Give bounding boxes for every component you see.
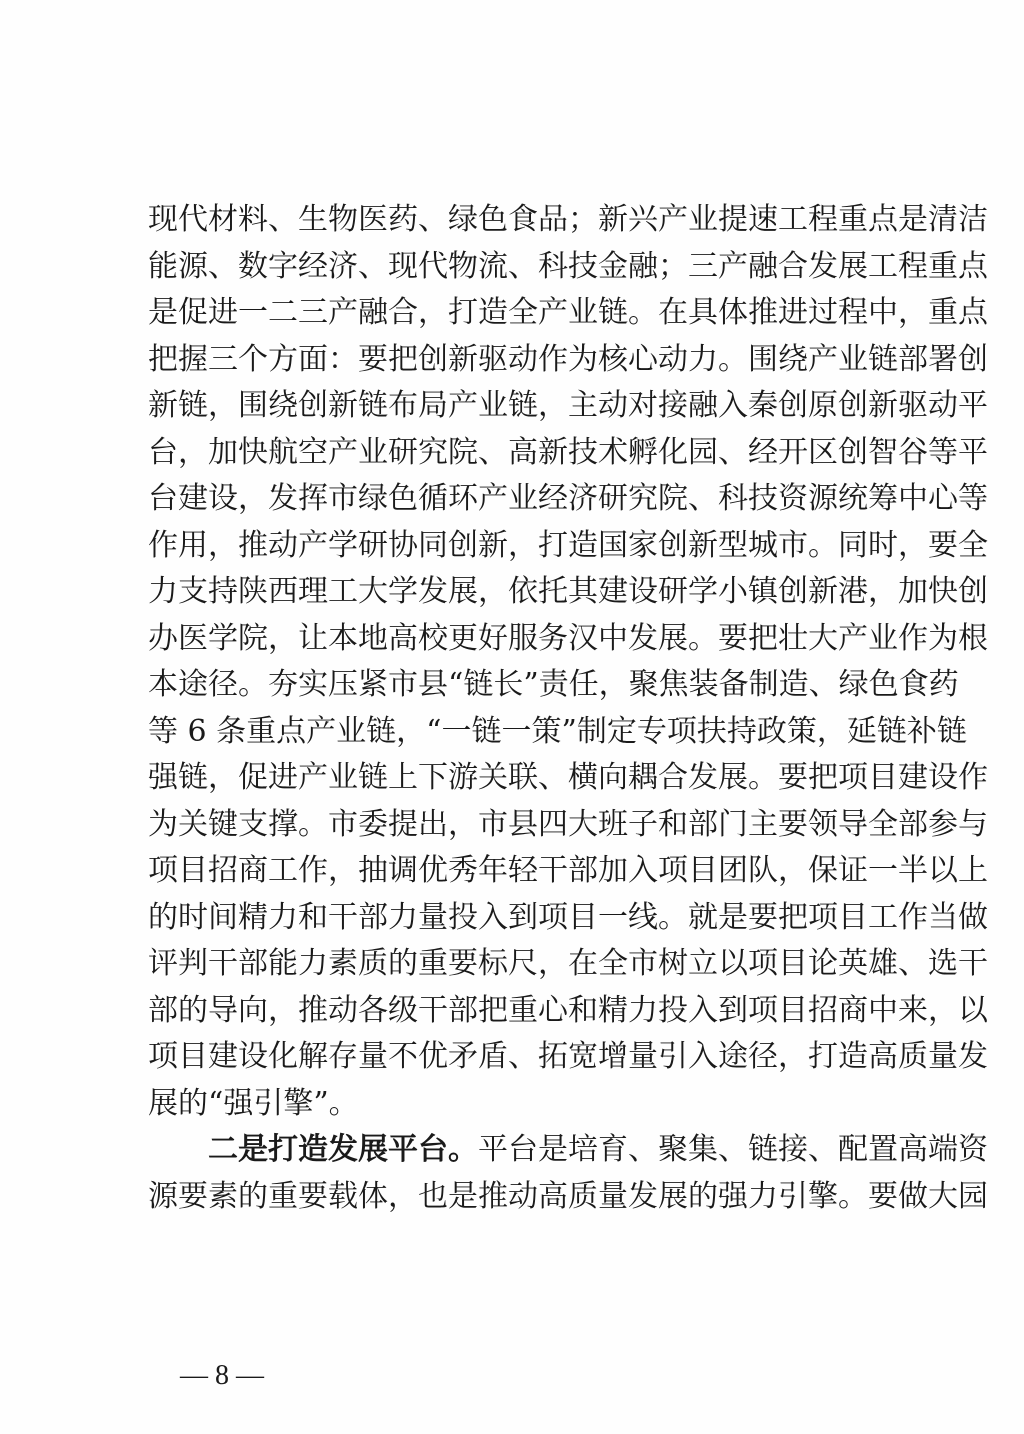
section-2-text: 平台是培育、聚集、链接、配置高端资 (478, 1132, 988, 1167)
text-line: 展的“强引擎”。 (148, 1085, 359, 1121)
text-line: 能源、数字经济、现代物流、科技金融；三产融合发展工程重点 (148, 248, 988, 284)
text-line: 现代材料、生物医药、绿色食品；新兴产业提速工程重点是清洁 (148, 202, 988, 237)
text-line: 的时间精力和干部力量投入到项目一线。就是要把项目工作当做 (148, 899, 988, 935)
text-line: 是促进一二三产融合，打造全产业链。在具体推进过程中，重点 (148, 295, 988, 330)
text-line: 评判干部能力素质的重要标尺，在全市树立以项目论英雄、选干 (148, 946, 988, 981)
section-2-first-line (148, 1127, 988, 1174)
text-line: 新链，围绕创新链布局产业链，主动对接融入秦创原创新驱动平 (148, 388, 988, 423)
text-line: 强链，促进产业链上下游关联、横向耦合发展。要把项目建设作 (148, 760, 988, 795)
section-2-heading: 二是打造发展平台。 (208, 1132, 478, 1167)
text-line: 等 6 条重点产业链，“一链一策”制定专项扶持政策，延链补链 (148, 713, 967, 749)
text-line: 源要素的重要载体，也是推动高质量发展的强力引擎。要做大园 (148, 1178, 988, 1214)
text-line: 本途径。夯实压紧市县“链长”责任，聚焦装备制造、绿色食药 (148, 667, 959, 702)
text-line: 部的导向，推动各级干部把重心和精力投入到项目招商中来，以 (148, 992, 988, 1028)
body-text (148, 197, 988, 1220)
text-line: 台，加快航空产业研究院、高新技术孵化园、经开区创智谷等平 (148, 434, 988, 470)
page-number: — 8 — (180, 1360, 264, 1391)
text-line: 项目建设化解存量不优矛盾、拓宽增量引入途径，打造高质量发 (148, 1039, 988, 1074)
text-line: 力支持陕西理工大学发展，依托其建设研学小镇创新港，加快创 (148, 574, 988, 609)
text-line: 项目招商工作，抽调优秀年轻干部加入项目团队，保证一半以上 (148, 853, 988, 888)
text-line: 为关键支撑。市委提出，市县四大班子和部门主要领导全部参与 (148, 806, 988, 842)
text-line: 办医学院，让本地高校更好服务汉中发展。要把壮大产业作为根 (148, 620, 988, 656)
text-line: 作用，推动产学研协同创新，打造国家创新型城市。同时，要全 (148, 527, 988, 563)
text-line: 台建设，发挥市绿色循环产业经济研究院、科技资源统筹中心等 (148, 481, 988, 516)
text-line: 把握三个方面：要把创新驱动作为核心动力。围绕产业链部署创 (148, 341, 988, 377)
